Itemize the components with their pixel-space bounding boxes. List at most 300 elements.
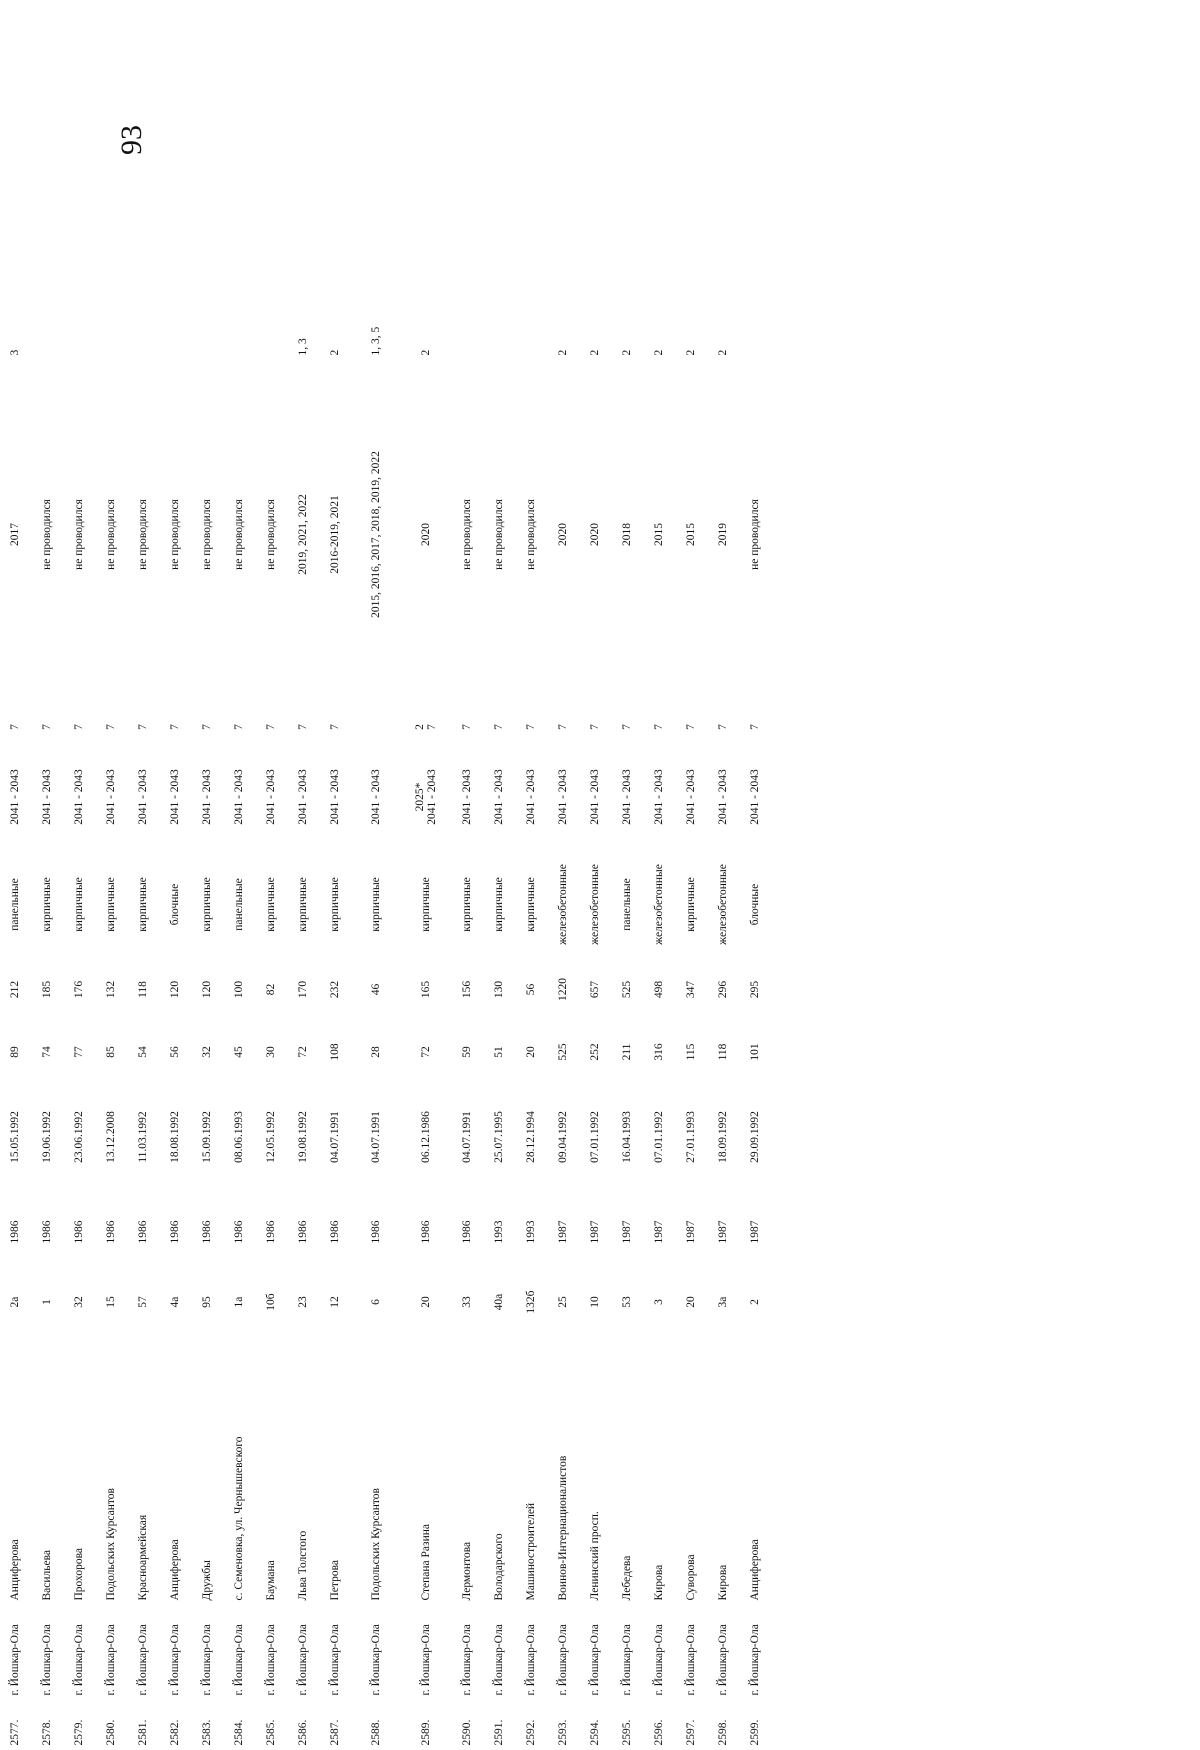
column-7-cell: 59 bbox=[461, 1046, 473, 1058]
column-13-cell: 2 bbox=[685, 349, 697, 356]
city-cell: г. Йошкар-Ола bbox=[749, 1624, 761, 1696]
row-number-cell: 2592. bbox=[525, 1719, 537, 1746]
city-cell: г. Йошкар-Ола bbox=[137, 1624, 149, 1696]
house-number-cell: 20 bbox=[685, 1296, 697, 1308]
date-cell: 19.08.1992 bbox=[297, 1111, 309, 1163]
column-8-cell: 120 bbox=[169, 980, 181, 999]
date-cell: 06.12.1986 bbox=[420, 1111, 432, 1163]
city-cell: г. Йошкар-Ола bbox=[169, 1624, 181, 1696]
city-cell: г. Йошкар-Ола bbox=[685, 1624, 697, 1696]
column-8-cell: 170 bbox=[297, 980, 309, 999]
house-number-cell: 1 bbox=[41, 1299, 53, 1305]
planned-period-cell: 2041 - 2043 bbox=[685, 769, 697, 825]
column-13-cell: 2 bbox=[621, 349, 633, 356]
column-11-cell: 7 bbox=[41, 724, 53, 730]
date-cell: 07.01.1992 bbox=[653, 1111, 665, 1163]
year-cell: 1986 bbox=[370, 1220, 382, 1244]
column-11-cell: 7 bbox=[685, 724, 697, 730]
column-13-cell: 2 bbox=[329, 349, 341, 356]
date-cell: 04.07.1991 bbox=[461, 1111, 473, 1163]
column-7-cell: 89 bbox=[9, 1046, 21, 1058]
row-number-cell: 2587. bbox=[329, 1719, 341, 1746]
row-number-cell: 2584. bbox=[233, 1719, 245, 1746]
wall-material-cell: железобетонные bbox=[653, 864, 665, 945]
house-number-cell: 2 bbox=[749, 1299, 761, 1305]
street-cell: Ленинский просп. bbox=[589, 1511, 601, 1601]
date-cell: 28.12.1994 bbox=[525, 1111, 537, 1163]
column-8-cell: 120 bbox=[201, 980, 213, 999]
year-cell: 1993 bbox=[493, 1220, 505, 1244]
column-13-cell bbox=[95, 280, 127, 360]
column-8-cell: 185 bbox=[41, 980, 53, 999]
table-row bbox=[255, 280, 287, 1750]
column-11-cell: 7 bbox=[461, 724, 473, 730]
column-8-cell: 118 bbox=[137, 981, 149, 998]
city-cell: г. Йошкар-Ола bbox=[9, 1624, 21, 1696]
house-number-cell: 20 bbox=[420, 1296, 432, 1308]
column-13-cell bbox=[483, 280, 515, 360]
wall-material-cell: железобетонные bbox=[589, 864, 601, 945]
street-cell: Анциферова bbox=[749, 1539, 761, 1601]
year-cell: 1993 bbox=[525, 1220, 537, 1244]
date-cell: 23.06.1992 bbox=[73, 1111, 85, 1163]
street-cell: Подольских Курсантов bbox=[370, 1488, 382, 1601]
column-8-cell: 657 bbox=[589, 980, 601, 999]
city-cell: г. Йошкар-Ола bbox=[73, 1624, 85, 1696]
wall-material-cell: кирпичные bbox=[137, 877, 149, 932]
date-cell: 29.09.1992 bbox=[749, 1111, 761, 1163]
wall-material-cell: панельные bbox=[9, 878, 21, 931]
row-number-cell: 2598. bbox=[717, 1719, 729, 1746]
column-11-cell: 7 bbox=[233, 724, 245, 730]
house-number-cell: 25 bbox=[557, 1296, 569, 1308]
date-cell: 27.01.1993 bbox=[685, 1111, 697, 1163]
column-11-cell: 7 bbox=[297, 724, 309, 730]
city-cell: г. Йошкар-Ола bbox=[525, 1624, 537, 1696]
wall-material-cell: железобетонные bbox=[717, 864, 729, 945]
wall-material-cell: кирпичные bbox=[420, 877, 432, 932]
house-number-cell: 6 bbox=[370, 1299, 382, 1305]
table-row bbox=[159, 280, 191, 1750]
column-11-cell bbox=[351, 710, 401, 745]
column-13-cell: 2 bbox=[653, 349, 665, 356]
column-11-cell: 7 bbox=[201, 724, 213, 730]
year-cell: 1987 bbox=[557, 1220, 569, 1244]
table-row bbox=[579, 280, 611, 1750]
completed-years-cell: 2015 bbox=[652, 523, 665, 546]
wall-material-cell: кирпичные bbox=[329, 877, 341, 932]
row-number-cell: 2578. bbox=[41, 1719, 53, 1746]
street-cell: Воинов-Интернационалистов bbox=[557, 1455, 569, 1601]
table-row bbox=[191, 280, 223, 1750]
row-number-cell: 2586. bbox=[297, 1719, 309, 1746]
column-7-cell: 72 bbox=[420, 1046, 432, 1058]
street-cell: Володарского bbox=[493, 1533, 505, 1601]
completed-years-cell: не проводился bbox=[232, 499, 245, 570]
year-cell: 1986 bbox=[329, 1220, 341, 1244]
completed-years-cell: не проводился bbox=[524, 499, 537, 570]
city-cell: г. Йошкар-Ола bbox=[653, 1624, 665, 1696]
column-7-cell: 101 bbox=[749, 1043, 761, 1061]
column-13-cell bbox=[255, 280, 287, 360]
date-cell: 19.06.1992 bbox=[41, 1111, 53, 1163]
house-number-cell: 10 bbox=[589, 1296, 601, 1308]
street-cell: Лермонтова bbox=[461, 1541, 473, 1601]
column-8-cell: 100 bbox=[233, 980, 245, 999]
year-cell: 1986 bbox=[137, 1220, 149, 1244]
date-cell: 25.07.1995 bbox=[493, 1111, 505, 1163]
column-8-cell: 132 bbox=[105, 980, 117, 999]
city-cell: г. Йошкар-Ола bbox=[329, 1624, 341, 1696]
house-number-cell: 33 bbox=[461, 1296, 473, 1308]
planned-period-cell: 2041 - 2043 bbox=[105, 769, 117, 825]
column-7-cell: 108 bbox=[329, 1043, 341, 1061]
year-cell: 1986 bbox=[461, 1220, 473, 1244]
wall-material-cell: кирпичные bbox=[73, 877, 85, 932]
completed-years-cell: 2015 bbox=[684, 523, 697, 546]
city-cell: г. Йошкар-Ола bbox=[370, 1624, 382, 1696]
date-cell: 08.06.1993 bbox=[233, 1111, 245, 1163]
table-row bbox=[643, 280, 675, 1750]
column-11-cell: 7 bbox=[557, 724, 569, 730]
column-7-cell: 211 bbox=[621, 1043, 633, 1061]
planned-period-cell: 2041 - 2043 bbox=[557, 769, 569, 825]
completed-years-cell: 2016-2019, 2021 bbox=[328, 495, 341, 574]
street-cell: Петрова bbox=[329, 1560, 341, 1601]
planned-period-cell: 2041 - 2043 bbox=[653, 769, 665, 825]
house-number-cell: 4а bbox=[169, 1296, 181, 1308]
column-8-cell: 82 bbox=[265, 983, 277, 996]
wall-material-cell: кирпичные bbox=[461, 877, 473, 932]
row-number-cell: 2591. bbox=[493, 1719, 505, 1746]
column-7-cell: 20 bbox=[525, 1046, 537, 1058]
column-11-cell: 7 bbox=[493, 724, 505, 730]
house-number-cell: 2а bbox=[9, 1296, 21, 1308]
column-7-cell: 77 bbox=[73, 1046, 85, 1058]
wall-material-cell: кирпичные bbox=[685, 877, 697, 932]
year-cell: 1986 bbox=[169, 1220, 181, 1244]
house-number-cell: 1а bbox=[233, 1296, 245, 1308]
wall-material-cell: блочные bbox=[169, 883, 181, 926]
column-11-cell: 7 bbox=[653, 724, 665, 730]
row-number-cell: 2596. bbox=[653, 1719, 665, 1746]
column-13-cell bbox=[223, 280, 255, 360]
date-cell: 15.09.1992 bbox=[201, 1111, 213, 1163]
house-number-cell: 32 bbox=[73, 1296, 85, 1308]
table-row bbox=[739, 280, 771, 1750]
street-cell: Прохорова bbox=[73, 1548, 85, 1601]
table-row bbox=[223, 280, 255, 1750]
column-7-cell: 252 bbox=[589, 1043, 601, 1061]
city-cell: г. Йошкар-Ола bbox=[41, 1624, 53, 1696]
column-7-cell: 32 bbox=[201, 1046, 213, 1058]
city-cell: г. Йошкар-Ола bbox=[297, 1624, 309, 1696]
wall-material-cell: кирпичные bbox=[201, 877, 213, 932]
street-cell: Кирова bbox=[653, 1564, 665, 1601]
street-cell: Суворова bbox=[685, 1554, 697, 1601]
house-number-cell: 15 bbox=[105, 1296, 117, 1308]
column-8-cell: 56 bbox=[525, 983, 537, 996]
city-cell: г. Йошкар-Ола bbox=[557, 1624, 569, 1696]
column-8-cell: 296 bbox=[717, 980, 729, 999]
row-number-cell: 2590. bbox=[461, 1719, 473, 1746]
column-8-cell: 232 bbox=[329, 980, 341, 999]
wall-material-cell: кирпичные bbox=[41, 877, 53, 932]
row-number-cell: 2594. bbox=[589, 1719, 601, 1746]
column-13-cell: 2 bbox=[557, 349, 569, 356]
wall-material-cell: кирпичные bbox=[525, 877, 537, 932]
house-number-cell: 23 bbox=[297, 1296, 309, 1308]
column-7-cell: 72 bbox=[297, 1046, 309, 1058]
date-cell: 04.07.1991 bbox=[370, 1111, 382, 1163]
column-11-cell: 7 bbox=[717, 724, 729, 730]
wall-material-cell: панельные bbox=[621, 878, 633, 931]
planned-period-cell: 2041 - 2043 bbox=[73, 769, 85, 825]
city-cell: г. Йошкар-Ола bbox=[461, 1624, 473, 1696]
completed-years-cell: 2020 bbox=[588, 523, 601, 546]
column-13-cell bbox=[159, 280, 191, 360]
house-number-cell: 132б bbox=[525, 1290, 537, 1314]
column-7-cell: 51 bbox=[493, 1046, 505, 1058]
year-cell: 1986 bbox=[41, 1220, 53, 1244]
column-8-cell: 295 bbox=[749, 980, 761, 999]
planned-period-cell: 2041 - 2043 bbox=[265, 769, 277, 825]
wall-material-cell: панельные bbox=[233, 878, 245, 931]
house-number-cell: 40а bbox=[493, 1293, 505, 1311]
column-13-cell: 2 bbox=[717, 349, 729, 356]
column-11-cell: 7 bbox=[169, 724, 181, 730]
row-number-cell: 2597. bbox=[685, 1719, 697, 1746]
planned-period-cell: 2025* 2041 - 2043 bbox=[414, 769, 438, 825]
wall-material-cell: блочные bbox=[749, 883, 761, 926]
row-number-cell: 2589. bbox=[420, 1719, 432, 1746]
row-number-cell: 2588. bbox=[370, 1719, 382, 1746]
column-11-cell: 7 bbox=[749, 724, 761, 730]
column-13-cell bbox=[127, 280, 159, 360]
column-13-cell bbox=[451, 280, 483, 360]
planned-period-cell: 2041 - 2043 bbox=[297, 769, 309, 825]
year-cell: 1987 bbox=[589, 1220, 601, 1244]
table-row bbox=[287, 280, 319, 1750]
street-cell: Баумана bbox=[265, 1560, 277, 1601]
year-cell: 1987 bbox=[749, 1220, 761, 1244]
planned-period-cell: 2041 - 2043 bbox=[370, 769, 382, 825]
column-11-cell: 7 bbox=[137, 724, 149, 730]
table-row bbox=[515, 280, 547, 1750]
table-row bbox=[319, 280, 351, 1750]
row-number-cell: 2580. bbox=[105, 1719, 117, 1746]
date-cell: 07.01.1992 bbox=[589, 1111, 601, 1163]
column-8-cell: 156 bbox=[461, 980, 473, 999]
house-number-cell: 3а bbox=[717, 1296, 729, 1308]
column-11-cell: 7 bbox=[589, 724, 601, 730]
column-7-cell: 316 bbox=[653, 1043, 665, 1061]
planned-period-cell: 2041 - 2043 bbox=[493, 769, 505, 825]
planned-period-cell: 2041 - 2043 bbox=[717, 769, 729, 825]
completed-years-cell: не проводился bbox=[200, 499, 213, 570]
column-11-cell: 7 bbox=[73, 724, 85, 730]
table-row bbox=[31, 280, 63, 1750]
column-13-cell: 1, 3, 5 bbox=[370, 326, 382, 356]
year-cell: 1987 bbox=[685, 1220, 697, 1244]
date-cell: 04.07.1991 bbox=[329, 1111, 341, 1163]
city-cell: г. Йошкар-Ола bbox=[233, 1624, 245, 1696]
completed-years-cell: не проводился bbox=[460, 499, 473, 570]
house-number-cell: 57 bbox=[137, 1296, 149, 1308]
row-number-cell: 2577. bbox=[9, 1719, 21, 1746]
date-cell: 12.05.1992 bbox=[265, 1111, 277, 1163]
city-cell: г. Йошкар-Ола bbox=[589, 1624, 601, 1696]
street-cell: с. Семеновка, ул. Чернышевского bbox=[233, 1436, 245, 1601]
column-7-cell: 115 bbox=[685, 1043, 697, 1061]
column-8-cell: 1220 bbox=[557, 978, 569, 1001]
house-number-cell: 53 bbox=[621, 1296, 633, 1308]
column-7-cell: 30 bbox=[265, 1046, 277, 1058]
column-13-cell bbox=[515, 280, 547, 360]
planned-period-cell: 2041 - 2043 bbox=[137, 769, 149, 825]
planned-period-cell: 2041 - 2043 bbox=[589, 769, 601, 825]
date-cell: 15.05.1992 bbox=[9, 1111, 21, 1163]
column-7-cell: 85 bbox=[105, 1046, 117, 1058]
completed-years-cell: 2019, 2021, 2022 bbox=[296, 494, 309, 575]
table-row bbox=[401, 280, 451, 1750]
table-row bbox=[351, 280, 401, 1750]
column-11-cell: 7 bbox=[329, 724, 341, 730]
housing-register-table bbox=[0, 280, 761, 1750]
street-cell: Анциферова bbox=[9, 1539, 21, 1601]
column-7-cell: 118 bbox=[717, 1043, 729, 1061]
row-number-cell: 2593. bbox=[557, 1719, 569, 1746]
street-cell: Льва Толстого bbox=[297, 1530, 309, 1601]
street-cell: Анциферова bbox=[169, 1539, 181, 1601]
completed-years-cell: не проводился bbox=[40, 499, 53, 570]
street-cell: Машиностроителей bbox=[525, 1502, 537, 1601]
planned-period-cell: 2041 - 2043 bbox=[41, 769, 53, 825]
table-row bbox=[675, 280, 707, 1750]
date-cell: 18.09.1992 bbox=[717, 1111, 729, 1163]
column-11-cell: 7 bbox=[9, 724, 21, 730]
year-cell: 1986 bbox=[9, 1220, 21, 1244]
column-8-cell: 498 bbox=[653, 980, 665, 999]
year-cell: 1986 bbox=[73, 1220, 85, 1244]
completed-years-cell: не проводился bbox=[264, 499, 277, 570]
planned-period-cell: 2041 - 2043 bbox=[201, 769, 213, 825]
city-cell: г. Йошкар-Ола bbox=[420, 1624, 432, 1696]
year-cell: 1987 bbox=[653, 1220, 665, 1244]
row-number-cell: 2582. bbox=[169, 1719, 181, 1746]
column-11-cell: 7 bbox=[105, 724, 117, 730]
column-11-cell: 2 7 bbox=[414, 724, 438, 730]
city-cell: г. Йошкар-Ола bbox=[717, 1624, 729, 1696]
column-8-cell: 347 bbox=[685, 980, 697, 999]
street-cell: Васильева bbox=[41, 1549, 53, 1601]
completed-years-cell: не проводился bbox=[492, 499, 505, 570]
column-8-cell: 176 bbox=[73, 980, 85, 999]
year-cell: 1986 bbox=[297, 1220, 309, 1244]
column-7-cell: 45 bbox=[233, 1046, 245, 1058]
row-number-cell: 2599. bbox=[749, 1719, 761, 1746]
year-cell: 1986 bbox=[105, 1220, 117, 1244]
column-7-cell: 28 bbox=[370, 1046, 382, 1058]
planned-period-cell: 2041 - 2043 bbox=[9, 769, 21, 825]
date-cell: 16.04.1993 bbox=[621, 1111, 633, 1163]
planned-period-cell: 2041 - 2043 bbox=[233, 769, 245, 825]
column-13-cell bbox=[31, 280, 63, 360]
column-7-cell: 56 bbox=[169, 1046, 181, 1058]
planned-period-cell: 2041 - 2043 bbox=[621, 769, 633, 825]
city-cell: г. Йошкар-Ола bbox=[493, 1624, 505, 1696]
completed-years-cell: 2019 bbox=[716, 523, 729, 546]
wall-material-cell: кирпичные bbox=[265, 877, 277, 932]
table-row bbox=[0, 280, 31, 1750]
column-13-cell bbox=[739, 280, 771, 360]
column-11-cell: 7 bbox=[525, 724, 537, 730]
wall-material-cell: кирпичные bbox=[370, 877, 382, 932]
wall-material-cell: кирпичные bbox=[493, 877, 505, 932]
completed-years-cell: 2020 bbox=[419, 523, 432, 546]
date-cell: 13.12.2008 bbox=[105, 1111, 117, 1163]
column-8-cell: 165 bbox=[420, 980, 432, 999]
column-13-cell bbox=[63, 280, 95, 360]
table-row bbox=[483, 280, 515, 1750]
column-13-cell: 3 bbox=[9, 349, 21, 356]
planned-period-cell: 2041 - 2043 bbox=[461, 769, 473, 825]
column-7-cell: 54 bbox=[137, 1046, 149, 1058]
wall-material-cell: кирпичные bbox=[297, 877, 309, 932]
year-cell: 1986 bbox=[265, 1220, 277, 1244]
year-cell: 1987 bbox=[717, 1220, 729, 1244]
completed-years-cell: 2015, 2016, 2017, 2018, 2019, 2022 bbox=[369, 451, 382, 618]
column-13-cell: 2 bbox=[589, 349, 601, 356]
row-number-cell: 2581. bbox=[137, 1719, 149, 1746]
table-row bbox=[547, 280, 579, 1750]
house-number-cell: 12 bbox=[329, 1296, 341, 1308]
planned-period-cell: 2041 - 2043 bbox=[169, 769, 181, 825]
street-cell: Дружбы bbox=[201, 1560, 213, 1601]
year-cell: 1986 bbox=[201, 1220, 213, 1244]
column-8-cell: 525 bbox=[621, 980, 633, 999]
planned-period-cell: 2041 - 2043 bbox=[329, 769, 341, 825]
house-number-cell: 10б bbox=[265, 1293, 277, 1311]
column-11-cell: 7 bbox=[265, 724, 277, 730]
planned-period-cell: 2041 - 2043 bbox=[749, 769, 761, 825]
city-cell: г. Йошкар-Ола bbox=[201, 1624, 213, 1696]
column-8-cell: 130 bbox=[493, 980, 505, 999]
date-cell: 09.04.1992 bbox=[557, 1111, 569, 1163]
column-8-cell: 212 bbox=[9, 980, 21, 999]
table-row bbox=[127, 280, 159, 1750]
completed-years-cell: 2020 bbox=[556, 523, 569, 546]
table-row bbox=[63, 280, 95, 1750]
completed-years-cell: не проводился bbox=[72, 499, 85, 570]
city-cell: г. Йошкар-Ола bbox=[105, 1624, 117, 1696]
year-cell: 1986 bbox=[420, 1220, 432, 1244]
completed-years-cell: не проводился bbox=[168, 499, 181, 570]
street-cell: Лебедева bbox=[621, 1555, 633, 1601]
column-8-cell: 46 bbox=[370, 983, 382, 996]
row-number-cell: 2595. bbox=[621, 1719, 633, 1746]
street-cell: Степана Разина bbox=[420, 1524, 432, 1601]
completed-years-cell: не проводился bbox=[104, 499, 117, 570]
house-number-cell: 3 bbox=[653, 1299, 665, 1305]
table-row bbox=[707, 280, 739, 1750]
year-cell: 1986 bbox=[233, 1220, 245, 1244]
column-13-cell bbox=[191, 280, 223, 360]
page-number: 93 bbox=[115, 125, 148, 155]
column-13-cell: 2 bbox=[420, 349, 432, 356]
completed-years-cell: не проводился bbox=[136, 499, 149, 570]
column-7-cell: 74 bbox=[41, 1046, 53, 1058]
